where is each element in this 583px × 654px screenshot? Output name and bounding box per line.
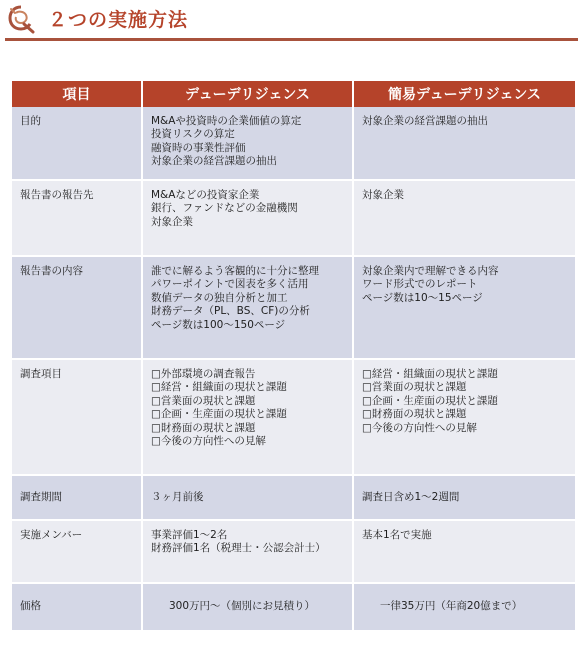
cell-line: □今後の方向性への見解 xyxy=(151,435,266,448)
row-report-recipient xyxy=(12,180,575,256)
cell-item: 実施メンバー xyxy=(12,520,142,583)
cell-line: M&Aなどの投資家企業 xyxy=(151,189,260,201)
cell-item: 調査項目 xyxy=(12,359,142,475)
cell-line: ページ数は100～150ページ xyxy=(151,318,286,331)
table-header-row xyxy=(12,81,575,107)
cell-line: 一律35万円（年商20億まで） xyxy=(380,600,523,613)
cell-simple xyxy=(353,475,575,520)
row-price xyxy=(12,583,575,631)
cell-item: 目的 xyxy=(12,107,142,180)
row-members xyxy=(12,520,575,583)
cell-line: □経営・組織面の現状と課題 xyxy=(151,381,287,394)
cell-simple xyxy=(353,520,575,583)
page-header xyxy=(0,0,583,44)
cell-dd xyxy=(142,180,353,256)
cell-line: 対象企業内で理解できる内容 xyxy=(362,265,499,277)
cell-line: M&Aや投資時の企業価値の算定 xyxy=(151,115,302,127)
cell-line: □企画・生産面の現状と課題 xyxy=(151,408,287,421)
cell-line: □外部環境の調査報告 xyxy=(151,368,256,380)
page-title: ２つの実施方法 xyxy=(48,9,189,31)
cell-line: 融資時の事業性評価 xyxy=(151,141,246,154)
cell-line: 事業評価1～2名 xyxy=(151,529,228,541)
cell-dd xyxy=(142,475,353,520)
cell-line: □経営・組織面の現状と課題 xyxy=(362,368,498,380)
row-survey-period xyxy=(12,475,575,520)
cell-line: 対象企業 xyxy=(362,189,404,201)
cell-line: ページ数は10～15ページ xyxy=(362,291,483,304)
cell-simple xyxy=(353,256,575,359)
row-survey-items xyxy=(12,359,575,475)
comparison-table xyxy=(12,81,575,632)
cell-line: 財務評価1名（税理士・公認会計士） xyxy=(151,542,326,555)
cell-dd xyxy=(142,256,353,359)
cell-line: □営業面の現状と課題 xyxy=(362,381,467,394)
cell-item: 報告書の内容 xyxy=(12,256,142,359)
cell-line: ３ヶ月前後 xyxy=(151,490,204,503)
cell-line: 財務データ（PL、BS、CF)の分析 xyxy=(151,305,310,318)
cell-dd xyxy=(142,583,353,631)
company-logo-icon xyxy=(6,4,36,34)
cell-line: 対象企業の経営課題の抽出 xyxy=(151,155,277,168)
cell-line: ワード形式でのレポート xyxy=(362,278,478,291)
cell-line: 銀行、ファンドなどの金融機関 xyxy=(151,202,298,215)
header-due-diligence: デューデリジェンス xyxy=(142,81,353,107)
header-simple-due-diligence: 簡易デューデリジェンス xyxy=(353,81,575,107)
header-item: 項目 xyxy=(12,81,142,107)
cell-simple xyxy=(353,107,575,180)
cell-line: 調査日含め1～2週間 xyxy=(362,490,460,503)
cell-simple xyxy=(353,583,575,631)
cell-line: □今後の方向性への見解 xyxy=(362,421,477,434)
cell-simple xyxy=(353,180,575,256)
cell-dd xyxy=(142,359,353,475)
cell-line: 対象企業の経営課題の抽出 xyxy=(362,115,488,127)
row-report-content xyxy=(12,256,575,359)
cell-line: パワーポイントで図表を多く活用 xyxy=(151,278,309,291)
cell-simple xyxy=(353,359,575,475)
cell-item: 価格 xyxy=(12,583,142,631)
cell-item: 報告書の報告先 xyxy=(12,180,142,256)
cell-line: 数値データの独自分析と加工 xyxy=(151,291,288,304)
cell-dd xyxy=(142,107,353,180)
cell-line: 対象企業 xyxy=(151,215,193,228)
cell-line: □財務面の現状と課題 xyxy=(151,421,256,434)
cell-line: □財務面の現状と課題 xyxy=(362,408,467,421)
cell-dd xyxy=(142,520,353,583)
cell-line: 投資リスクの算定 xyxy=(151,128,235,141)
cell-item: 調査期間 xyxy=(12,475,142,520)
header-divider xyxy=(5,38,578,41)
cell-line: □企画・生産面の現状と課題 xyxy=(362,394,498,407)
cell-line: 300万円～（個別にお見積り） xyxy=(169,600,316,613)
row-purpose xyxy=(12,107,575,180)
cell-line: □営業面の現状と課題 xyxy=(151,394,256,407)
cell-line: 基本1名で実施 xyxy=(362,529,432,541)
cell-line: 誰でに解るよう客観的に十分に整理 xyxy=(151,265,319,277)
